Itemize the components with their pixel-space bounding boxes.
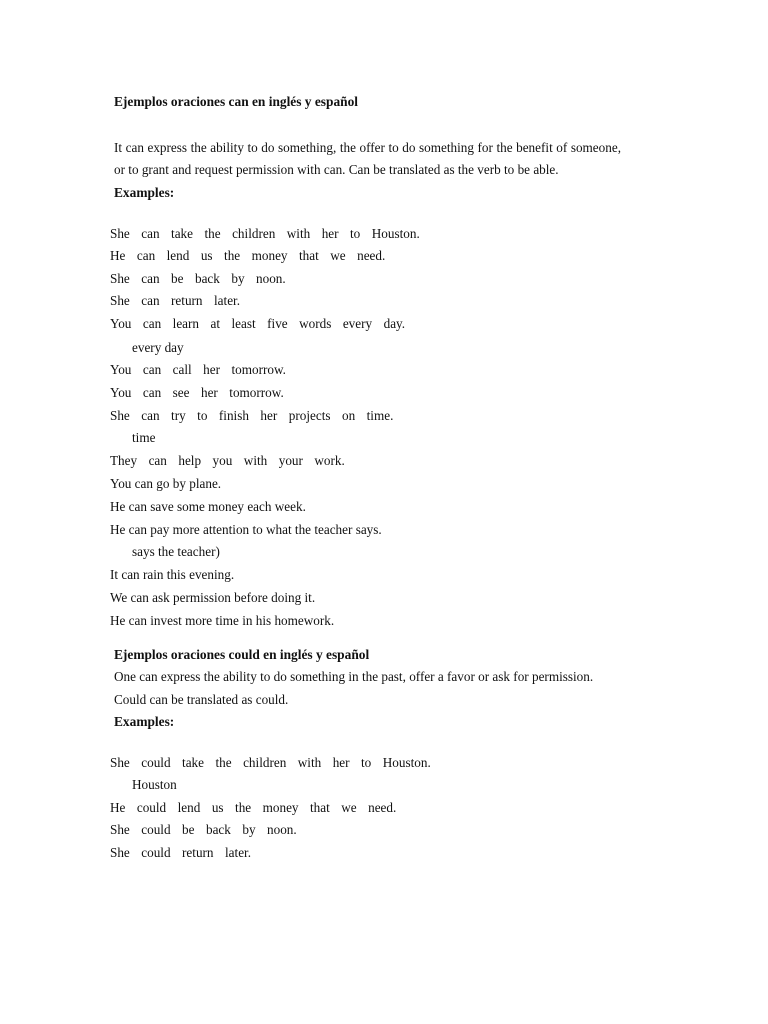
example-line: She can take the children with her to Houston. bbox=[110, 226, 420, 241]
example-line: She could take the children with her to Houston. bbox=[110, 755, 431, 770]
example-line: She can try to finish her projects on time. bbox=[110, 408, 394, 423]
example-fragment: every day bbox=[132, 340, 184, 355]
example-line: You can learn at least five words every day. bbox=[110, 316, 406, 331]
example-line: It can rain this evening. bbox=[110, 567, 235, 582]
intro-paragraph-can: It can express the ability to do something, the offer to do something for the benefit of someone, or to grant and request permission with can. Can be translated as the verb to be able. bbox=[114, 140, 621, 177]
example-line: He can invest more time in his homework. bbox=[110, 613, 335, 628]
example-line: You can see her tomorrow. bbox=[110, 385, 284, 400]
example-fragment: time bbox=[132, 430, 156, 445]
example-line: We can ask permission before doing it. bbox=[110, 590, 316, 605]
intro-line-could-2: Could can be translated as could. bbox=[114, 692, 289, 707]
example-line: She can be back by noon. bbox=[110, 271, 286, 286]
example-line: He could lend us the money that we need. bbox=[110, 800, 397, 815]
example-fragment: says the teacher) bbox=[132, 544, 220, 559]
section-heading-can: Ejemplos oraciones can en inglés y español bbox=[114, 94, 359, 109]
examples-label-could: Examples: bbox=[114, 714, 175, 729]
section-heading-could: Ejemplos oraciones could en inglés y español bbox=[114, 647, 370, 662]
example-line: He can lend us the money that we need. bbox=[110, 248, 386, 263]
intro-line-could-1: One can express the ability to do something in the past, offer a favor or ask for permission. bbox=[114, 669, 594, 684]
example-line: She could be back by noon. bbox=[110, 822, 297, 837]
example-line: He can pay more attention to what the teacher says. bbox=[110, 522, 382, 537]
example-line: They can help you with your work. bbox=[110, 453, 345, 468]
example-line: She can return later. bbox=[110, 293, 241, 308]
example-line: You can go by plane. bbox=[110, 476, 222, 491]
example-line: He can save some money each week. bbox=[110, 499, 306, 514]
example-line: You can call her tomorrow. bbox=[110, 362, 286, 377]
example-line: She could return later. bbox=[110, 845, 252, 860]
example-fragment: Houston bbox=[132, 777, 177, 792]
examples-label-can: Examples: bbox=[114, 185, 175, 200]
